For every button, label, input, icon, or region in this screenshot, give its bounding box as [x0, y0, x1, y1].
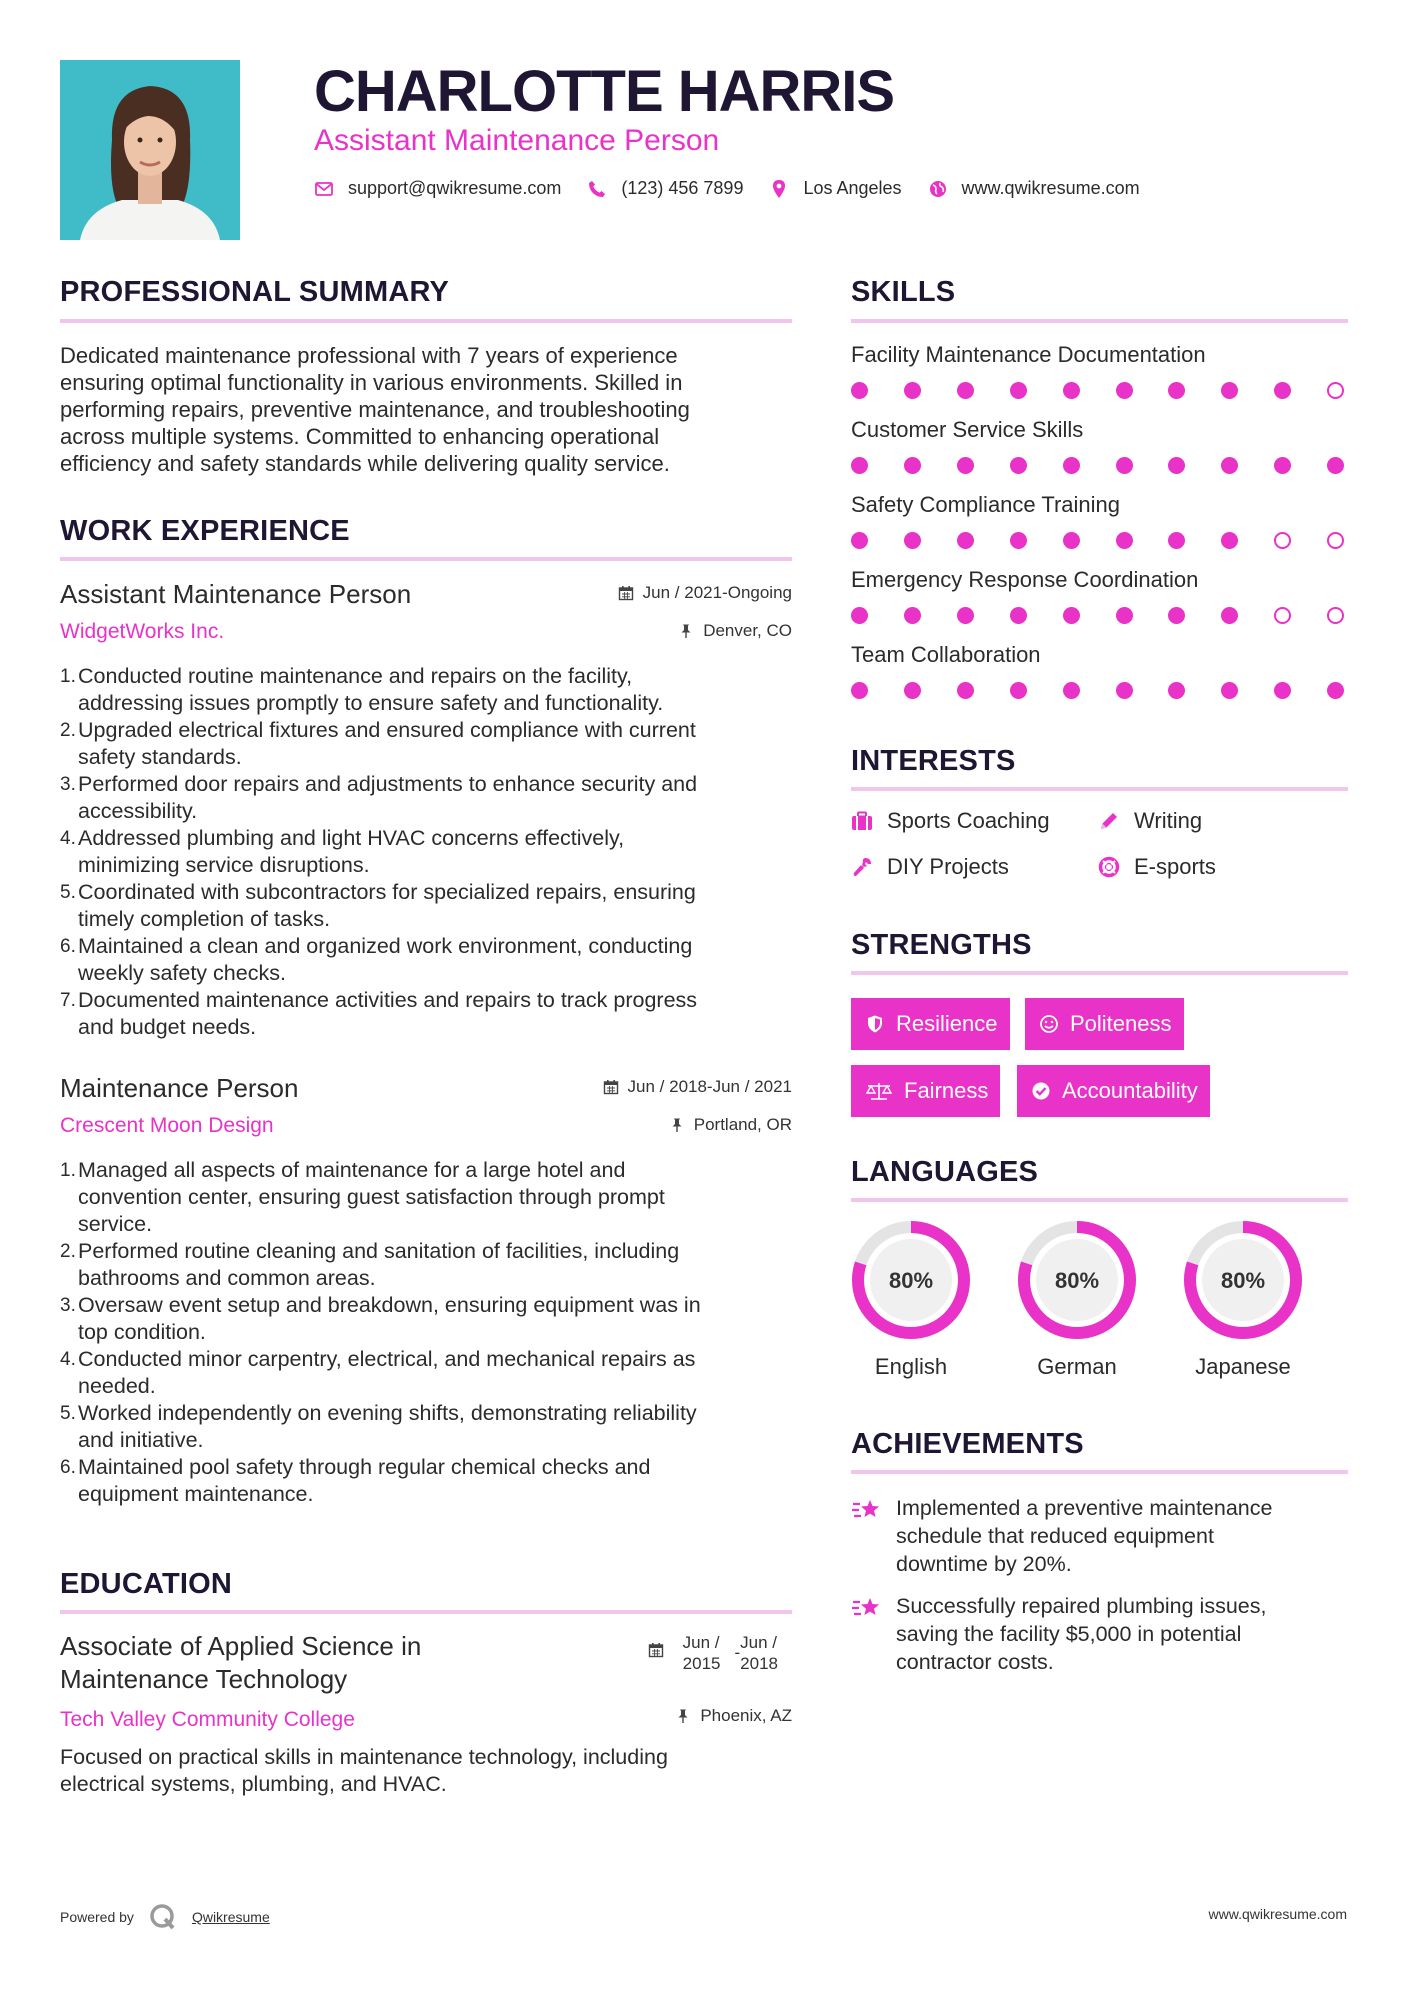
skill-dot-filled [1168, 532, 1185, 549]
interest-item: Sports Coaching [851, 808, 1050, 834]
website-text: www.qwikresume.com [961, 178, 1140, 198]
achievement-item [851, 1592, 1321, 1676]
bullet-item: 2. Upgraded electrical fixtures and ensured compliance with current safety standards. [60, 718, 696, 769]
phone-text: (123) 456 7899 [621, 178, 744, 198]
pushpin-icon [669, 1117, 685, 1133]
briefcase-icon [851, 810, 873, 832]
shooting-star-icon [851, 1594, 883, 1622]
bullet-item: 6. Maintained pool safety through regular chemical checks and equipment maintenance. [60, 1455, 651, 1506]
skill-dot-filled [904, 382, 921, 399]
pencil-icon [1098, 810, 1120, 832]
skill-dot-filled [1221, 382, 1238, 399]
skill-dot-filled [1063, 457, 1080, 474]
experience-rule [60, 557, 792, 561]
skill-dot-filled [957, 457, 974, 474]
contact-website[interactable] [928, 178, 1140, 199]
skill-item: Facility Maintenance Documentation [851, 342, 1351, 368]
language-name: German [1037, 1354, 1117, 1379]
skill-dot-filled [1168, 682, 1185, 699]
strength-badge: Resilience [851, 998, 1010, 1050]
ring-label: 80% [1054, 1268, 1100, 1293]
skill-dot-filled [1327, 457, 1344, 474]
skill-rating-dots [851, 607, 1351, 627]
skill-dot-filled [1168, 607, 1185, 624]
job-date [618, 583, 792, 603]
contact-row [314, 178, 1166, 199]
lifebuoy-icon [1098, 856, 1120, 878]
skill-dot-filled [851, 607, 868, 624]
contact-location [769, 178, 901, 199]
summary-line: performing repairs, preventive maintenance, and troubleshooting [60, 397, 690, 422]
calendar-icon [618, 585, 634, 601]
skill-item: Safety Compliance Training [851, 492, 1351, 518]
skill-dot-filled [851, 382, 868, 399]
bullet-item: 3. Oversaw event setup and breakdown, ensuring equipment was in top condition. [60, 1293, 701, 1344]
shooting-star-icon [851, 1496, 883, 1524]
skill-rating-dots [851, 682, 1351, 702]
skill-dot-filled [1063, 682, 1080, 699]
experience-heading: WORK EXPERIENCE [60, 515, 350, 547]
skill-dot-filled [1063, 532, 1080, 549]
bullet-item: 6. Maintained a clean and organized work environment, conducting weekly safety checks. [60, 934, 693, 985]
skill-dot-filled [957, 607, 974, 624]
summary-rule [60, 319, 792, 323]
globe-icon [928, 179, 948, 199]
profile-photo [60, 60, 240, 240]
phone-icon [587, 179, 607, 199]
summary-line: ensuring optimal functionality in various environments. Skilled in [60, 370, 683, 395]
strength-badge: Accountability [1017, 1065, 1210, 1117]
languages-heading: LANGUAGES [851, 1156, 1039, 1188]
skills-heading: SKILLS [851, 276, 956, 308]
skill-dot-filled [1063, 382, 1080, 399]
education-dates [648, 1632, 778, 1674]
skill-dot-filled [957, 532, 974, 549]
calendar-icon [648, 1642, 664, 1658]
bullet-item: 4. Addressed plumbing and light HVAC concerns effectively, minimizing service disruptions. [60, 826, 625, 877]
language-item [1015, 1218, 1139, 1380]
skill-dot-filled [1010, 382, 1027, 399]
language-item [1181, 1218, 1305, 1380]
skill-dot-filled [1274, 457, 1291, 474]
bullet-item: 7. Documented maintenance activities and repairs to track progress and budget needs. [60, 988, 698, 1039]
strengths-rule [851, 971, 1348, 975]
interests-rule [851, 787, 1348, 791]
job-location [669, 1115, 792, 1135]
qwikresume-logo-icon [148, 1902, 178, 1932]
job-location-text: Portland, OR [693, 1115, 792, 1134]
language-name: English [874, 1354, 948, 1379]
skill-dot-filled [851, 682, 868, 699]
skill-dot-filled [904, 682, 921, 699]
job-entry-1 [60, 579, 792, 1039]
skill-dot-empty [1274, 532, 1291, 549]
bullet-item: 2. Performed routine cleaning and sanitation of facilities, including bathrooms and common areas. [60, 1239, 680, 1290]
footer-powered-by [60, 1902, 270, 1932]
skill-dot-filled [1116, 532, 1133, 549]
skill-dot-filled [1116, 607, 1133, 624]
interest-item: DIY Projects [851, 854, 1009, 880]
bullet-item: 4. Conducted minor carpentry, electrical, and mechanical repairs as needed. [60, 1347, 696, 1398]
skill-item: Customer Service Skills [851, 417, 1351, 443]
skill-dot-filled [1010, 457, 1027, 474]
skill-dot-filled [1327, 682, 1344, 699]
skill-dot-filled [1010, 607, 1027, 624]
job-title: Maintenance Person [60, 1073, 299, 1103]
bullet-item: 5. Coordinated with subcontractors for specialized repairs, ensuring timely completion of tasks. [60, 880, 696, 931]
profile-photo-image [60, 60, 240, 240]
job-location [678, 621, 792, 641]
calendar-icon [603, 1079, 619, 1095]
bullet-item: 1. Managed all aspects of maintenance for a large hotel and convention center, ensuring guest satisfaction through prompt service. [60, 1158, 665, 1236]
skill-dot-filled [904, 607, 921, 624]
job-title: Assistant Maintenance Person [60, 579, 412, 609]
skill-dot-filled [1116, 382, 1133, 399]
education-entry [60, 1630, 792, 1798]
achievements-rule [851, 1470, 1348, 1474]
pushpin-icon [678, 623, 694, 639]
skill-dot-filled [1116, 682, 1133, 699]
skill-dot-filled [1010, 532, 1027, 549]
skill-dot-filled [957, 382, 974, 399]
degree-title: Associate of Applied Science in Maintenance Technology [60, 1631, 422, 1694]
language-ring [849, 1218, 973, 1342]
education-description: Focused on practical skills in maintenance technology, including electrical systems, plumbing, and HVAC. [60, 1745, 668, 1796]
skill-dot-filled [851, 457, 868, 474]
language-ring [1181, 1218, 1305, 1342]
job-location-text: Denver, CO [703, 621, 792, 640]
skill-dot-filled [851, 532, 868, 549]
interest-item: Writing [1098, 808, 1202, 834]
candidate-role: Assistant Maintenance Person [314, 124, 720, 157]
contact-email[interactable] [314, 178, 561, 199]
achievement-text: Implemented a preventive maintenance schedule that reduced equipment downtime by 20%. [896, 1496, 1273, 1576]
location-text: Los Angeles [803, 178, 902, 198]
language-ring [1015, 1218, 1139, 1342]
skill-item: Emergency Response Coordination [851, 567, 1351, 593]
job-date-text: Jun / 2018-Jun / 2021 [627, 1077, 792, 1096]
skill-rating-dots [851, 457, 1351, 477]
map-pin-icon [769, 179, 789, 199]
date-separator: - [734, 1643, 741, 1662]
job-company: WidgetWorks Inc. [60, 620, 225, 643]
skill-rating-dots [851, 382, 1351, 402]
education-end-date: Jun / 2018 [740, 1633, 778, 1673]
ring-label: 80% [888, 1268, 934, 1293]
skill-rating-dots [851, 532, 1351, 552]
powered-by-text: Powered by [60, 1909, 134, 1925]
shield-icon [865, 1014, 885, 1034]
contact-phone[interactable] [587, 178, 743, 199]
job-entry-2 [60, 1073, 792, 1506]
skill-dot-filled [1063, 607, 1080, 624]
candidate-name: CHARLOTTE HARRIS [314, 59, 895, 124]
interests-heading: INTERESTS [851, 745, 1016, 777]
skill-dot-filled [1221, 607, 1238, 624]
languages-rule [851, 1198, 1348, 1202]
skill-dot-filled [957, 682, 974, 699]
education-location: Phoenix, AZ [675, 1706, 792, 1726]
skill-dot-filled [1116, 457, 1133, 474]
skill-dot-filled [1168, 457, 1185, 474]
job-bullets [60, 663, 792, 1041]
summary-heading: PROFESSIONAL SUMMARY [60, 276, 450, 308]
job-bullets [60, 1157, 792, 1508]
check-circle-icon [1031, 1081, 1051, 1101]
skill-dot-empty [1274, 607, 1291, 624]
job-date-text: Jun / 2021-Ongoing [642, 583, 792, 602]
ring-label: 80% [1220, 1268, 1266, 1293]
bullet-item: 3. Performed door repairs and adjustments to enhance security and accessibility. [60, 772, 698, 823]
skill-dot-filled [904, 457, 921, 474]
achievement-item [851, 1494, 1321, 1578]
wrench-icon [851, 856, 873, 878]
summary-line: efficiency and safety standards while delivering quality service. [60, 451, 670, 476]
summary-text [60, 342, 780, 477]
skill-dot-empty [1327, 532, 1344, 549]
job-company: Crescent Moon Design [60, 1114, 274, 1137]
qwikresume-link[interactable]: Qwikresume [191, 1909, 270, 1925]
skill-dot-filled [1168, 382, 1185, 399]
skill-dot-filled [1274, 382, 1291, 399]
skill-dot-filled [904, 532, 921, 549]
summary-line: Dedicated maintenance professional with 7 years of experience [60, 343, 678, 368]
bullet-item: 5. Worked independently on evening shifts, demonstrating reliability and initiative. [60, 1401, 697, 1452]
summary-line: across multiple systems. Committed to enhancing operational [60, 424, 660, 449]
smile-icon [1039, 1014, 1059, 1034]
strengths-heading: STRENGTHS [851, 929, 1032, 961]
skill-dot-empty [1327, 607, 1344, 624]
skill-dot-empty [1327, 382, 1344, 399]
language-name: Japanese [1195, 1354, 1291, 1379]
skill-dot-filled [1010, 682, 1027, 699]
envelope-icon [314, 179, 334, 199]
bullet-item: 1. Conducted routine maintenance and repairs on the facility, addressing issues promptly to ensure safety and functionality. [60, 664, 664, 715]
pushpin-icon [675, 1708, 691, 1724]
achievements-heading: ACHIEVEMENTS [851, 1428, 1084, 1460]
strength-badge: Fairness [851, 1065, 1000, 1117]
strength-badge: Politeness [1025, 998, 1184, 1050]
education-rule [60, 1610, 792, 1614]
skill-item: Team Collaboration [851, 642, 1351, 668]
skill-dot-filled [1274, 682, 1291, 699]
achievement-text: Successfully repaired plumbing issues, saving the facility $5,000 in potential contractor costs. [896, 1594, 1267, 1674]
language-item [849, 1218, 973, 1380]
skills-rule [851, 319, 1348, 323]
skill-dot-filled [1221, 682, 1238, 699]
job-date [603, 1077, 792, 1097]
footer-website-link[interactable]: www.qwikresume.com [1208, 1906, 1347, 1922]
email-text: support@qwikresume.com [348, 178, 562, 198]
skill-dot-filled [1221, 457, 1238, 474]
education-heading: EDUCATION [60, 1568, 233, 1600]
school-name: Tech Valley Community College [60, 1708, 355, 1731]
skill-dot-filled [1221, 532, 1238, 549]
education-start-date: Jun / 2015 [682, 1633, 721, 1673]
interest-item: E-sports [1098, 854, 1216, 880]
balance-scale-icon [865, 1081, 893, 1101]
